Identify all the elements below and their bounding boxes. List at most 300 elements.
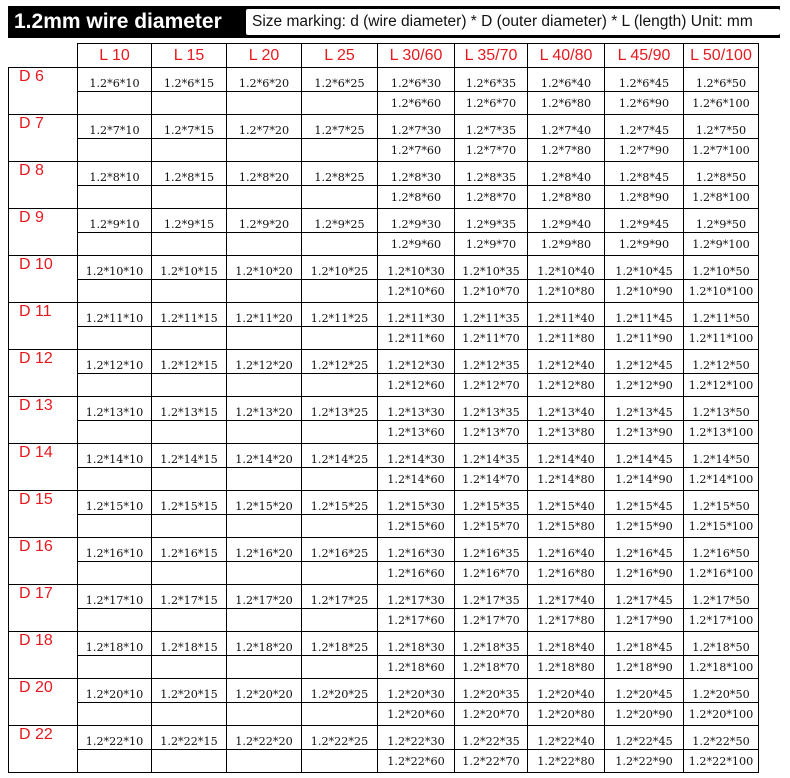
size-cell: 1.2*20*35	[455, 679, 528, 703]
size-cell: 1.2*20*70	[455, 703, 528, 726]
size-cell: 1.2*13*45	[605, 397, 684, 421]
size-cell: 1.2*10*100	[684, 280, 759, 303]
size-cell: 1.2*10*10	[78, 256, 152, 280]
size-cell: 1.2*8*30	[378, 162, 455, 186]
size-cell: 1.2*10*45	[605, 256, 684, 280]
table-row	[9, 515, 759, 538]
size-cell: 1.2*22*30	[378, 726, 455, 750]
empty-cell	[302, 703, 378, 726]
size-cell: 1.2*18*60	[378, 656, 455, 679]
size-cell: 1.2*15*20	[227, 491, 302, 515]
size-cell: 1.2*15*70	[455, 515, 528, 538]
size-cell: 1.2*8*45	[605, 162, 684, 186]
size-cell: 1.2*16*70	[455, 562, 528, 585]
table-row	[9, 374, 759, 397]
size-cell: 1.2*9*10	[78, 209, 152, 233]
size-cell: 1.2*17*45	[605, 585, 684, 609]
size-cell: 1.2*9*100	[684, 233, 759, 256]
table-row	[9, 703, 759, 726]
size-cell: 1.2*13*35	[455, 397, 528, 421]
row-label: D 11	[9, 303, 78, 350]
size-cell: 1.2*6*60	[378, 92, 455, 115]
size-cell: 1.2*14*45	[605, 444, 684, 468]
column-header: L 15	[152, 44, 227, 68]
size-cell: 1.2*10*80	[528, 280, 605, 303]
size-cell: 1.2*20*90	[605, 703, 684, 726]
size-cell: 1.2*6*90	[605, 92, 684, 115]
size-cell: 1.2*16*90	[605, 562, 684, 585]
row-label: D 18	[9, 632, 78, 679]
size-cell: 1.2*15*15	[152, 491, 227, 515]
size-cell: 1.2*14*30	[378, 444, 455, 468]
row-label: D 7	[9, 115, 78, 162]
size-cell: 1.2*16*50	[684, 538, 759, 562]
empty-cell	[227, 233, 302, 256]
empty-cell	[78, 468, 152, 491]
size-cell: 1.2*17*35	[455, 585, 528, 609]
size-cell: 1.2*7*60	[378, 139, 455, 162]
row-label: D 16	[9, 538, 78, 585]
row-label: D 22	[9, 726, 78, 773]
size-cell: 1.2*20*100	[684, 703, 759, 726]
size-cell: 1.2*12*80	[528, 374, 605, 397]
size-cell: 1.2*18*15	[152, 632, 227, 656]
size-cell: 1.2*8*60	[378, 186, 455, 209]
column-header: L 45/90	[605, 44, 684, 68]
table-row	[9, 139, 759, 162]
size-cell: 1.2*14*10	[78, 444, 152, 468]
empty-cell	[227, 92, 302, 115]
empty-cell	[302, 468, 378, 491]
size-cell: 1.2*13*90	[605, 421, 684, 444]
size-cell: 1.2*14*20	[227, 444, 302, 468]
size-cell: 1.2*11*60	[378, 327, 455, 350]
empty-cell	[302, 656, 378, 679]
empty-cell	[227, 515, 302, 538]
empty-cell	[302, 515, 378, 538]
row-label: D 8	[9, 162, 78, 209]
table-row	[9, 468, 759, 491]
size-cell: 1.2*22*10	[78, 726, 152, 750]
size-cell: 1.2*13*70	[455, 421, 528, 444]
size-cell: 1.2*10*20	[227, 256, 302, 280]
empty-cell	[78, 374, 152, 397]
empty-cell	[152, 515, 227, 538]
size-cell: 1.2*9*30	[378, 209, 455, 233]
empty-cell	[227, 750, 302, 773]
size-cell: 1.2*8*50	[684, 162, 759, 186]
row-label: D 15	[9, 491, 78, 538]
size-cell: 1.2*10*40	[528, 256, 605, 280]
empty-cell	[152, 233, 227, 256]
size-cell: 1.2*20*15	[152, 679, 227, 703]
size-cell: 1.2*12*40	[528, 350, 605, 374]
size-cell: 1.2*18*80	[528, 656, 605, 679]
size-cell: 1.2*22*60	[378, 750, 455, 773]
size-cell: 1.2*22*100	[684, 750, 759, 773]
empty-cell	[78, 421, 152, 444]
size-cell: 1.2*7*35	[455, 115, 528, 139]
size-cell: 1.2*11*45	[605, 303, 684, 327]
size-cell: 1.2*9*70	[455, 233, 528, 256]
empty-cell	[78, 656, 152, 679]
size-cell: 1.2*12*35	[455, 350, 528, 374]
size-cell: 1.2*6*15	[152, 68, 227, 92]
size-cell: 1.2*13*30	[378, 397, 455, 421]
table-row	[9, 750, 759, 773]
size-cell: 1.2*17*70	[455, 609, 528, 632]
size-cell: 1.2*9*15	[152, 209, 227, 233]
table-row	[9, 209, 759, 233]
size-cell: 1.2*17*25	[302, 585, 378, 609]
size-cell: 1.2*11*15	[152, 303, 227, 327]
row-label: D 13	[9, 397, 78, 444]
size-cell: 1.2*11*50	[684, 303, 759, 327]
size-cell: 1.2*9*80	[528, 233, 605, 256]
size-table	[8, 43, 759, 773]
size-cell: 1.2*8*100	[684, 186, 759, 209]
size-cell: 1.2*12*25	[302, 350, 378, 374]
size-cell: 1.2*16*15	[152, 538, 227, 562]
size-cell: 1.2*17*20	[227, 585, 302, 609]
size-cell: 1.2*8*40	[528, 162, 605, 186]
size-cell: 1.2*16*80	[528, 562, 605, 585]
size-cell: 1.2*18*90	[605, 656, 684, 679]
empty-cell	[227, 562, 302, 585]
empty-cell	[227, 609, 302, 632]
size-cell: 1.2*7*80	[528, 139, 605, 162]
table-row	[9, 115, 759, 139]
size-cell: 1.2*7*20	[227, 115, 302, 139]
size-cell: 1.2*16*40	[528, 538, 605, 562]
table-row	[9, 327, 759, 350]
empty-cell	[152, 562, 227, 585]
empty-cell	[302, 233, 378, 256]
size-cell: 1.2*8*10	[78, 162, 152, 186]
size-cell: 1.2*8*20	[227, 162, 302, 186]
size-cell: 1.2*11*20	[227, 303, 302, 327]
size-cell: 1.2*10*70	[455, 280, 528, 303]
empty-cell	[227, 280, 302, 303]
size-cell: 1.2*22*50	[684, 726, 759, 750]
size-cell: 1.2*6*25	[302, 68, 378, 92]
empty-cell	[302, 421, 378, 444]
row-label: D 10	[9, 256, 78, 303]
empty-cell	[302, 280, 378, 303]
table-row	[9, 397, 759, 421]
size-cell: 1.2*20*80	[528, 703, 605, 726]
empty-cell	[227, 374, 302, 397]
size-cell: 1.2*15*30	[378, 491, 455, 515]
size-cell: 1.2*22*35	[455, 726, 528, 750]
size-cell: 1.2*13*80	[528, 421, 605, 444]
size-cell: 1.2*11*80	[528, 327, 605, 350]
size-cell: 1.2*8*70	[455, 186, 528, 209]
size-cell: 1.2*13*25	[302, 397, 378, 421]
size-cell: 1.2*9*45	[605, 209, 684, 233]
row-label: D 6	[9, 68, 78, 115]
size-cell: 1.2*13*10	[78, 397, 152, 421]
empty-cell	[227, 421, 302, 444]
size-cell: 1.2*20*30	[378, 679, 455, 703]
size-cell: 1.2*9*50	[684, 209, 759, 233]
table-row	[9, 444, 759, 468]
column-header: L 30/60	[378, 44, 455, 68]
size-cell: 1.2*17*100	[684, 609, 759, 632]
size-cell: 1.2*18*20	[227, 632, 302, 656]
size-cell: 1.2*7*10	[78, 115, 152, 139]
corner-cell	[9, 44, 78, 68]
column-header: L 10	[78, 44, 152, 68]
empty-cell	[152, 186, 227, 209]
size-cell: 1.2*12*50	[684, 350, 759, 374]
size-cell: 1.2*18*50	[684, 632, 759, 656]
size-cell: 1.2*11*25	[302, 303, 378, 327]
size-marking-note: Size marking: d (wire diameter) * D (outer diameter) * L (length) Unit: mm	[246, 9, 780, 35]
column-header: L 20	[227, 44, 302, 68]
size-cell: 1.2*13*20	[227, 397, 302, 421]
size-cell: 1.2*15*60	[378, 515, 455, 538]
size-cell: 1.2*17*90	[605, 609, 684, 632]
size-cell: 1.2*8*35	[455, 162, 528, 186]
size-cell: 1.2*11*35	[455, 303, 528, 327]
size-cell: 1.2*9*40	[528, 209, 605, 233]
table-row	[9, 632, 759, 656]
empty-cell	[152, 703, 227, 726]
size-cell: 1.2*12*30	[378, 350, 455, 374]
table-row	[9, 538, 759, 562]
size-cell: 1.2*18*10	[78, 632, 152, 656]
size-cell: 1.2*8*80	[528, 186, 605, 209]
size-cell: 1.2*18*70	[455, 656, 528, 679]
empty-cell	[227, 139, 302, 162]
row-label: D 12	[9, 350, 78, 397]
size-cell: 1.2*15*90	[605, 515, 684, 538]
table-body	[9, 68, 759, 773]
empty-cell	[152, 421, 227, 444]
size-cell: 1.2*15*50	[684, 491, 759, 515]
size-cell: 1.2*10*60	[378, 280, 455, 303]
table-row	[9, 679, 759, 703]
empty-cell	[78, 562, 152, 585]
table-row	[9, 726, 759, 750]
size-cell: 1.2*16*100	[684, 562, 759, 585]
empty-cell	[302, 562, 378, 585]
size-cell: 1.2*9*60	[378, 233, 455, 256]
size-cell: 1.2*16*20	[227, 538, 302, 562]
size-cell: 1.2*7*45	[605, 115, 684, 139]
size-cell: 1.2*9*20	[227, 209, 302, 233]
size-cell: 1.2*17*30	[378, 585, 455, 609]
size-cell: 1.2*10*25	[302, 256, 378, 280]
size-cell: 1.2*6*45	[605, 68, 684, 92]
page-title: 1.2mm wire diameter	[14, 10, 222, 33]
empty-cell	[78, 92, 152, 115]
size-cell: 1.2*18*35	[455, 632, 528, 656]
size-cell: 1.2*9*35	[455, 209, 528, 233]
size-cell: 1.2*16*30	[378, 538, 455, 562]
row-label: D 20	[9, 679, 78, 726]
empty-cell	[302, 186, 378, 209]
table-row	[9, 186, 759, 209]
size-cell: 1.2*14*40	[528, 444, 605, 468]
empty-cell	[302, 139, 378, 162]
size-cell: 1.2*9*25	[302, 209, 378, 233]
column-header: L 25	[302, 44, 378, 68]
empty-cell	[302, 92, 378, 115]
table-row	[9, 562, 759, 585]
empty-cell	[152, 280, 227, 303]
empty-cell	[152, 609, 227, 632]
size-cell: 1.2*7*70	[455, 139, 528, 162]
size-cell: 1.2*14*50	[684, 444, 759, 468]
size-cell: 1.2*15*80	[528, 515, 605, 538]
table-row	[9, 421, 759, 444]
header-bar	[8, 6, 780, 38]
size-cell: 1.2*11*10	[78, 303, 152, 327]
size-cell: 1.2*6*100	[684, 92, 759, 115]
size-cell: 1.2*6*70	[455, 92, 528, 115]
size-cell: 1.2*22*45	[605, 726, 684, 750]
size-cell: 1.2*6*35	[455, 68, 528, 92]
row-label: D 17	[9, 585, 78, 632]
row-label: D 14	[9, 444, 78, 491]
size-cell: 1.2*14*100	[684, 468, 759, 491]
size-cell: 1.2*13*100	[684, 421, 759, 444]
size-cell: 1.2*14*25	[302, 444, 378, 468]
size-cell: 1.2*20*10	[78, 679, 152, 703]
size-cell: 1.2*22*90	[605, 750, 684, 773]
empty-cell	[302, 374, 378, 397]
size-cell: 1.2*16*10	[78, 538, 152, 562]
empty-cell	[227, 186, 302, 209]
size-cell: 1.2*12*10	[78, 350, 152, 374]
table-row	[9, 162, 759, 186]
size-cell: 1.2*22*25	[302, 726, 378, 750]
table-row	[9, 350, 759, 374]
table-row	[9, 656, 759, 679]
size-cell: 1.2*15*25	[302, 491, 378, 515]
empty-cell	[302, 750, 378, 773]
size-cell: 1.2*15*45	[605, 491, 684, 515]
size-cell: 1.2*12*15	[152, 350, 227, 374]
size-cell: 1.2*16*35	[455, 538, 528, 562]
size-cell: 1.2*10*90	[605, 280, 684, 303]
empty-cell	[78, 609, 152, 632]
empty-cell	[227, 703, 302, 726]
size-cell: 1.2*15*100	[684, 515, 759, 538]
size-cell: 1.2*17*15	[152, 585, 227, 609]
empty-cell	[78, 186, 152, 209]
empty-cell	[302, 327, 378, 350]
empty-cell	[152, 656, 227, 679]
size-cell: 1.2*14*70	[455, 468, 528, 491]
size-cell: 1.2*10*50	[684, 256, 759, 280]
size-cell: 1.2*20*45	[605, 679, 684, 703]
size-cell: 1.2*7*90	[605, 139, 684, 162]
column-header: L 40/80	[528, 44, 605, 68]
size-cell: 1.2*7*25	[302, 115, 378, 139]
empty-cell	[152, 750, 227, 773]
size-cell: 1.2*7*50	[684, 115, 759, 139]
empty-cell	[78, 139, 152, 162]
empty-cell	[152, 468, 227, 491]
size-cell: 1.2*10*30	[378, 256, 455, 280]
size-cell: 1.2*11*90	[605, 327, 684, 350]
empty-cell	[152, 92, 227, 115]
size-cell: 1.2*15*35	[455, 491, 528, 515]
empty-cell	[78, 233, 152, 256]
size-cell: 1.2*13*15	[152, 397, 227, 421]
size-cell: 1.2*10*35	[455, 256, 528, 280]
size-cell: 1.2*16*25	[302, 538, 378, 562]
size-cell: 1.2*14*15	[152, 444, 227, 468]
size-cell: 1.2*13*60	[378, 421, 455, 444]
column-header: L 35/70	[455, 44, 528, 68]
size-cell: 1.2*12*90	[605, 374, 684, 397]
size-cell: 1.2*7*30	[378, 115, 455, 139]
size-cell: 1.2*17*50	[684, 585, 759, 609]
size-cell: 1.2*22*70	[455, 750, 528, 773]
size-cell: 1.2*17*40	[528, 585, 605, 609]
table-row	[9, 280, 759, 303]
empty-cell	[302, 609, 378, 632]
size-cell: 1.2*11*30	[378, 303, 455, 327]
empty-cell	[227, 327, 302, 350]
size-cell: 1.2*18*100	[684, 656, 759, 679]
table-row	[9, 68, 759, 92]
size-cell: 1.2*17*80	[528, 609, 605, 632]
table-row	[9, 233, 759, 256]
size-cell: 1.2*6*50	[684, 68, 759, 92]
size-cell: 1.2*13*50	[684, 397, 759, 421]
table-row	[9, 256, 759, 280]
empty-cell	[227, 468, 302, 491]
size-cell: 1.2*12*20	[227, 350, 302, 374]
size-cell: 1.2*18*45	[605, 632, 684, 656]
size-cell: 1.2*12*45	[605, 350, 684, 374]
empty-cell	[78, 703, 152, 726]
size-cell: 1.2*11*40	[528, 303, 605, 327]
size-cell: 1.2*16*60	[378, 562, 455, 585]
table-row	[9, 303, 759, 327]
size-cell: 1.2*6*30	[378, 68, 455, 92]
size-cell: 1.2*22*80	[528, 750, 605, 773]
empty-cell	[227, 656, 302, 679]
size-cell: 1.2*14*35	[455, 444, 528, 468]
size-cell: 1.2*20*25	[302, 679, 378, 703]
size-cell: 1.2*16*45	[605, 538, 684, 562]
empty-cell	[152, 374, 227, 397]
empty-cell	[152, 327, 227, 350]
size-cell: 1.2*8*25	[302, 162, 378, 186]
empty-cell	[78, 327, 152, 350]
size-cell: 1.2*20*40	[528, 679, 605, 703]
size-cell: 1.2*7*40	[528, 115, 605, 139]
size-cell: 1.2*7*100	[684, 139, 759, 162]
size-cell: 1.2*7*15	[152, 115, 227, 139]
size-cell: 1.2*20*60	[378, 703, 455, 726]
size-cell: 1.2*15*10	[78, 491, 152, 515]
size-cell: 1.2*20*20	[227, 679, 302, 703]
size-cell: 1.2*12*100	[684, 374, 759, 397]
size-cell: 1.2*22*15	[152, 726, 227, 750]
size-cell: 1.2*14*60	[378, 468, 455, 491]
column-header-row	[9, 44, 759, 68]
table-row	[9, 585, 759, 609]
size-cell: 1.2*6*20	[227, 68, 302, 92]
size-cell: 1.2*11*100	[684, 327, 759, 350]
